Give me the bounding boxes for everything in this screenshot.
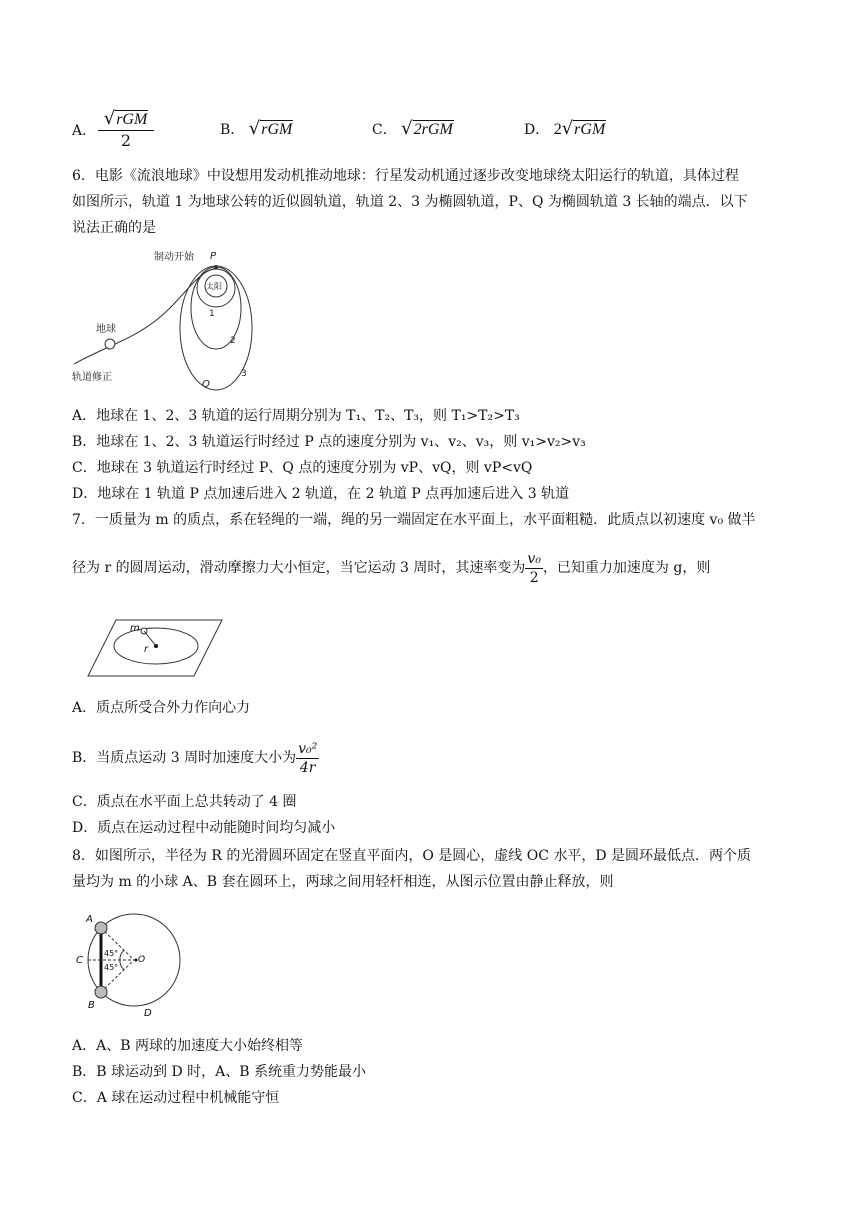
q8-stem-line2: 量均为 m 的小球 A、B 套在圆环上，两球之间用轻杆相连，从图示位置由静止释放，则 xyxy=(72,874,614,890)
q6-option-c: C．地球在 3 轨道运行时经过 P、Q 点的速度分别为 vP、vQ，则 vP<vQ xyxy=(72,460,533,476)
earth-label: 地球 xyxy=(96,324,116,335)
q5-options xyxy=(72,108,632,156)
ball-a xyxy=(95,922,107,934)
q7-option-c: C．质点在水平面上总共转动了 4 圈 xyxy=(72,794,297,810)
q8-option-c: C．A 球在运动过程中机械能守恒 xyxy=(72,1090,280,1106)
q5-option-c: C． √2rGM xyxy=(372,118,453,139)
angle-label-top: 45° xyxy=(104,949,119,958)
q8-stem-line1: 8．如图所示，半径为 R 的光滑圆环固定在竖直平面内，O 是圆心，虚线 OC 水平，D 是圆环最低点．两个质 xyxy=(72,848,752,864)
orbit3-label: 3 xyxy=(241,369,247,379)
label-d: D xyxy=(144,1008,152,1019)
q8-ring-figure xyxy=(74,908,194,1020)
q7-line2-post: ，已知重力加速度为 g，则 xyxy=(542,560,711,576)
point-p xyxy=(214,265,218,269)
q7-option-b: B．当质点运动 3 周时加速度大小为 $\frac{\text{v₀²}}{4r}$ xyxy=(72,740,318,776)
sun-label: 太阳 xyxy=(206,282,222,291)
label-b: B xyxy=(88,1000,95,1011)
q6-option-d: D．地球在 1 轨道 P 点加速后进入 2 轨道，在 2 轨道 P 点再加速后进入 3 轨道 xyxy=(72,486,570,502)
q7-line2-pre: 径为 r 的圆周运动，滑动摩擦力大小恒定，当它运动 3 周时，其速率变为 xyxy=(72,560,526,576)
q7-option-d: D．质点在运动过程中动能随时间均匀减小 xyxy=(72,820,336,836)
angle-label-bottom: 45° xyxy=(104,963,119,972)
label-p: P xyxy=(210,251,217,262)
orbit2-label: 2 xyxy=(230,336,236,346)
q8-option-b: B．B 球运动到 D 时，A、B 系统重力势能最小 xyxy=(72,1064,366,1080)
q6-option-b: B．地球在 1、2、3 轨道运行时经过 P 点的速度分别为 v₁、v₂、v₃，则 v₁>v₂>v₃ xyxy=(72,434,586,450)
q7-stem-line1: 7．一质量为 m 的质点，系在轻绳的一端，绳的另一端固定在水平面上，水平面粗糙．此质点以初速度 v₀ 做半 xyxy=(72,512,756,528)
q7-stem-line2 xyxy=(72,546,710,590)
orbit1-label: 1 xyxy=(209,309,215,319)
label-q: Q xyxy=(202,379,210,390)
label-a: A xyxy=(86,914,93,925)
ball-b xyxy=(95,986,107,998)
q8-option-a: A．A、B 两球的加速度大小始终相等 xyxy=(72,1038,303,1054)
q6-option-a: A．地球在 1、2、3 轨道的运行周期分别为 T₁、T₂、T₃，则 T₁>T₂>T₃ xyxy=(72,408,520,424)
q5-option-d: D． 2√rGM xyxy=(524,118,606,139)
q5-option-a-formula: √rGM 2 xyxy=(98,108,154,150)
q7-frac: $\frac{\text{v₀}}{2}$ xyxy=(527,550,541,586)
correction-label: 轨道修正 xyxy=(72,372,112,383)
q7-option-a: A．质点所受合外力作向心力 xyxy=(72,700,251,716)
brake-label: 制动开始 xyxy=(154,252,194,263)
q6-stem-line2: 如图所示，轨道 1 为地球公转的近似圆轨道，轨道 2、3 为椭圆轨道，P、Q 为椭圆轨道 3 长轴的端点．以下 xyxy=(72,194,748,210)
label-m: m xyxy=(130,623,140,634)
earth-marker xyxy=(105,339,115,349)
q6-stem-line3: 说法正确的是 xyxy=(72,220,156,236)
q5-option-b: B． √rGM xyxy=(220,118,293,139)
label-r: r xyxy=(144,644,149,655)
q7-plane-figure xyxy=(86,618,226,680)
q6-stem-line1: 6．电影《流浪地球》中设想用发动机推动地球：行星发动机通过逐步改变地球绕太阳运行的轨道，具体过程 xyxy=(72,168,739,184)
label-o: O xyxy=(138,955,146,965)
q5-option-a: A． xyxy=(72,123,97,139)
q6-orbit-figure xyxy=(70,248,270,396)
q7-option-b-frac: $\frac{\text{v₀²}}{4r}$ xyxy=(298,740,318,776)
label-c: C xyxy=(76,955,83,966)
